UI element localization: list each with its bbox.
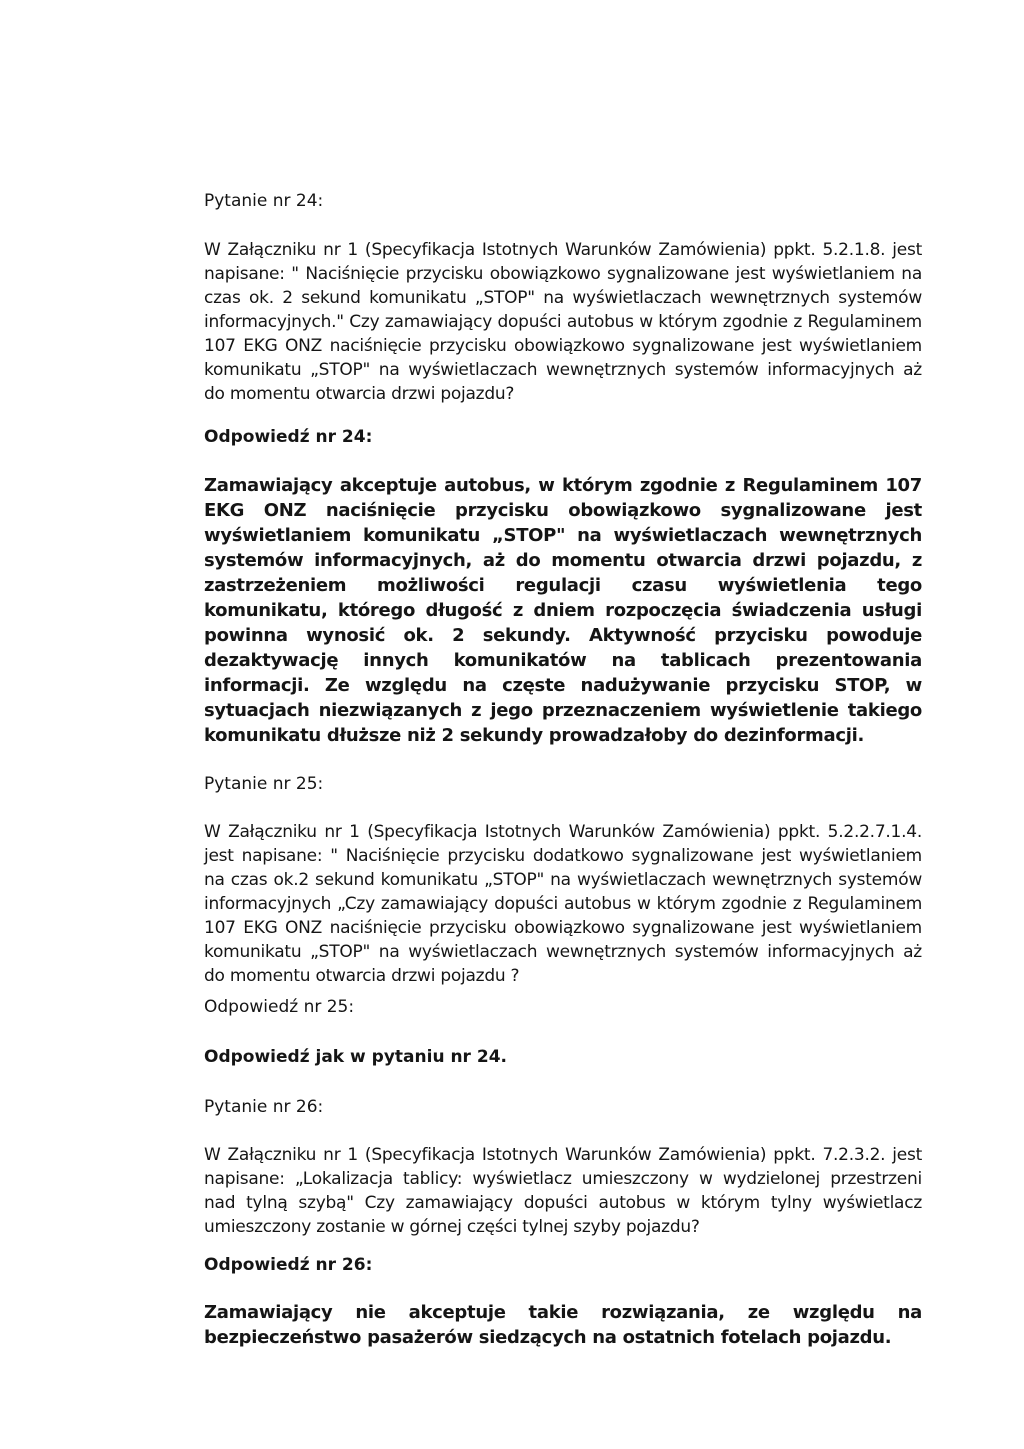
question-26-heading: Pytanie nr 26: [204, 1097, 324, 1117]
question-26-text: W Załączniku nr 1 (Specyfikacja Istotnych Warunków Zamówienia) ppkt. 7.2.3.2. jest napisane: „Lokalizacja tablicy: wyświetlacz umieszczony w wydzielonej przestrzeni nad tylną szybą" Czy zamawiający dopuści autobus w którym tylny wyświetlacz umieszczony zostanie w górnej części tylnej szyby pojazdu? [204, 1145, 922, 1237]
answer-24-heading: Odpowiedź nr 24: [204, 427, 373, 447]
answer-25-heading: Odpowiedź nr 25: [204, 997, 355, 1017]
answer-25-text: Odpowiedź jak w pytaniu nr 24. [204, 1047, 507, 1067]
question-25-heading: Pytanie nr 25: [204, 774, 324, 794]
answer-24-text: Zamawiający akceptuje autobus, w którym zgodnie z Regulaminem 107 EKG ONZ naciśnięcie przycisku obowiązkowo sygnalizowane jest wyświetlaniem komunikatu „STOP" na wyświetlaczach wewnętrznych systemów informacyjnych, aż do momentu otwarcia drzwi pojazdu, z zastrzeżeniem możliwości regulacji czasu wyświetlenia tego komunikatu, którego długość z dniem rozpoczęcia świadczenia usługi powinna wynosić ok. 2 sekundy. Aktywność przycisku powoduje dezaktywację innych komunikatów na tablicach prezentowania informacji. Ze względu na częste nadużywanie przycisku STOP, w sytuacjach niezwiązanych z jego przeznaczeniem wyświetlenie takiego komunikatu dłuższe niż 2 sekundy prowadzałoby do dezinformacji. [204, 475, 922, 746]
question-24-text: W Załączniku nr 1 (Specyfikacja Istotnych Warunków Zamówienia) ppkt. 5.2.1.8. jest napisane: " Naciśnięcie przycisku obowiązkowo sygnalizowane jest wyświetlaniem na czas ok. 2 sekund komunikatu „STOP" na wyświetlaczach wewnętrznych systemów informacyjnych." Czy zamawiający dopuści autobus w którym zgodnie z Regulaminem 107 EKG ONZ naciśnięcie przycisku obowiązkowo sygnalizowane jest wyświetlaniem komunikatu „STOP" na wyświetlaczach wewnętrznych systemów informacyjnych aż do momentu otwarcia drzwi pojazdu? [204, 240, 922, 404]
question-24-heading: Pytanie nr 24: [204, 191, 324, 211]
question-25-text: W Załączniku nr 1 (Specyfikacja Istotnych Warunków Zamówienia) ppkt. 5.2.2.7.1.4. jest napisane: " Naciśnięcie przycisku dodatkowo sygnalizowane jest wyświetlaniem na czas ok.2 sekund komunikatu „STOP" na wyświetlaczach wewnętrznych systemów informacyjnych „Czy zamawiający dopuści autobus w którym zgodnie z Regulaminem 107 EKG ONZ naciśnięcie przycisku obowiązkowo sygnalizowane jest wyświetlaniem komunikatu „STOP" na wyświetlaczach wewnętrznych systemów informacyjnych aż do momentu otwarcia drzwi pojazdu ? [204, 822, 922, 986]
answer-26-heading: Odpowiedź nr 26: [204, 1255, 373, 1275]
answer-26-text: Zamawiający nie akceptuje takie rozwiązania, ze względu na bezpieczeństwo pasażerów siedzących na ostatnich fotelach pojazdu. [204, 1302, 922, 1348]
